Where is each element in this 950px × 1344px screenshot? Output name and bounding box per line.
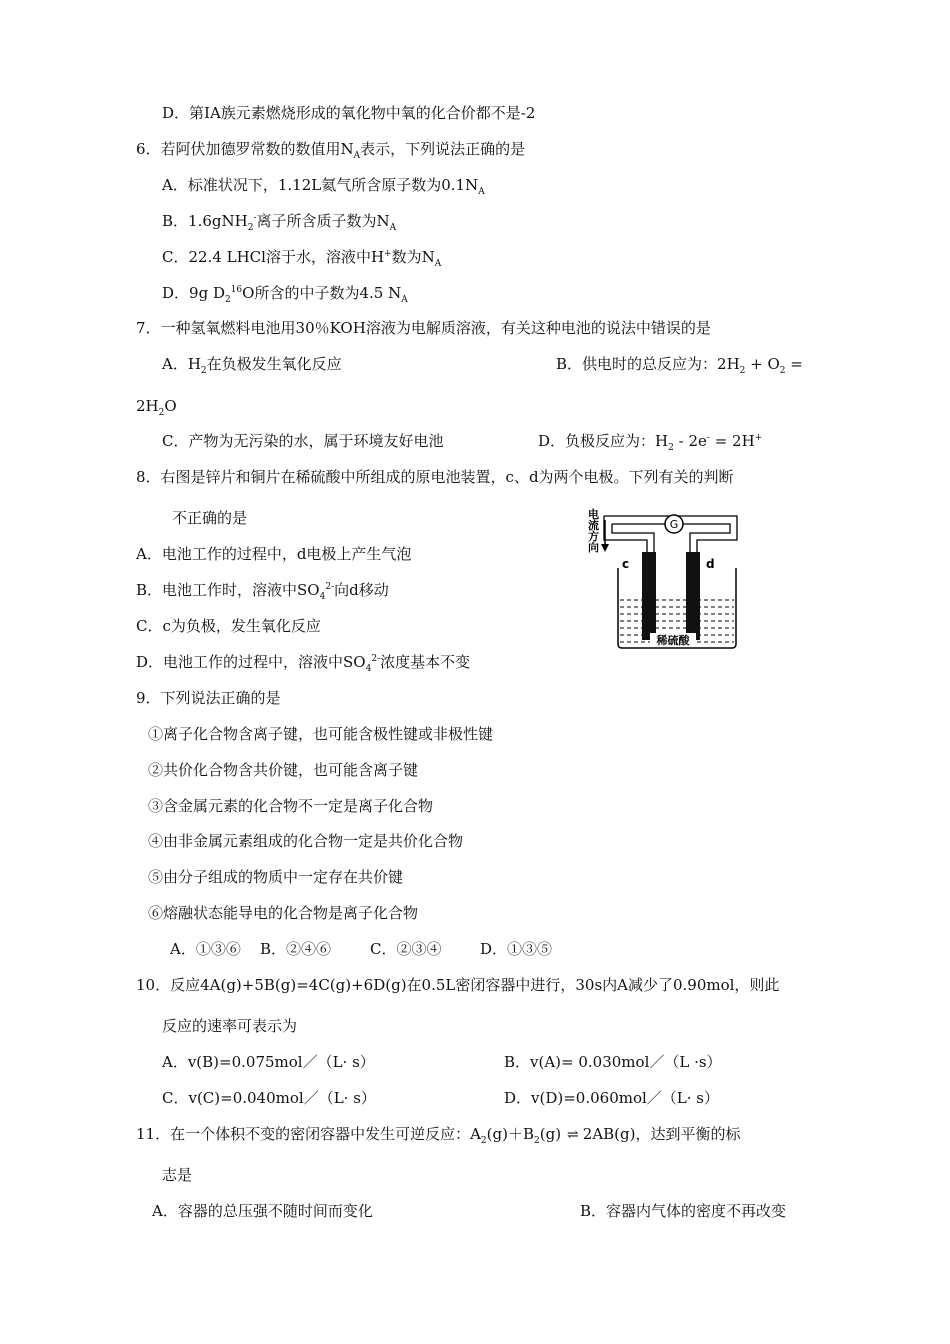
q8-option-c: C．c为负极，发生氧化反应 [136,617,321,635]
q9-statement-2: ②共价化合物含共价键，也可能含离子键 [148,761,419,779]
electrode-d [686,552,700,640]
current-label-char-1: 电 [588,508,599,521]
q9-statement-4: ④由非金属元素组成的化合物一定是共价化合物 [148,832,464,850]
q9-option-b: B．②④⑥ [260,940,332,958]
q6-option-a: A．标准状况下，1.12L氦气所含原子数为$0.1N_A$ [162,176,485,197]
current-label-char-4: 向 [588,541,599,554]
galvanometer-label: G [669,518,679,531]
q7-option-a: A．$H_2$在负极发生氧化反应 [162,355,342,376]
q10-option-b: B．v(A)= 0.030mol／（L ·s） [504,1053,722,1071]
q6-option-b: B．1.6gNH$_2$-离子所含质子数为$N_A$ [162,212,397,233]
wire-left-outer [604,516,647,552]
q7-option-c: C．产物为无污染的水，属于环境友好电池 [162,432,444,450]
q10-option-c: C．v(C)=0.040mol／（L· s） [162,1089,376,1107]
q6-stem: 6．若阿伏加德罗常数的数值用$N_A$表示，下列说法正确的是 [136,140,526,161]
q8-option-b: B．电池工作时，溶液中$SO_4^{2-}$向d移动 [136,581,389,602]
solution-label: 稀硫酸 [656,634,690,647]
q8-stem-line1: 8．右图是锌片和铜片在稀硫酸中所组成的原电池装置，c、d为两个电极。下列有关的判断 [136,468,734,486]
q7-stem: 7．一种氢氧燃料电池用30％KOH溶液为电解质溶液，有关这种电池的说法中错误的是 [136,319,711,337]
q9-statement-6: ⑥熔融状态能导电的化合物是离子化合物 [148,904,419,922]
wire-left-inner [612,524,654,552]
current-direction-arrowhead [601,544,609,552]
electrode-c [642,552,656,640]
q10-stem-line1: 10．反应4A(g)+5B(g)=4C(g)+6D(g)在0.5L密闭容器中进行，30s内A减少了0.90mol，则此 [136,976,780,994]
q5-option-d: D．第ⅠA族元素燃烧形成的氧化物中氧的化合价都不是-2 [162,104,536,122]
current-label-char-3: 方 [588,530,599,543]
q8-option-d: D．电池工作的过程中，溶液中$SO_4^{2-}$浓度基本不变 [136,653,471,674]
q7-option-b: B．供电时的总反应为：$2H_2 + O_2$ = [556,355,803,376]
q10-option-d: D．v(D)=0.060mol／（L· s） [504,1089,719,1107]
q11-stem-line1: 11．在一个体积不变的密闭容器中发生可逆反应：$A_2(g)+B_2(g)$ ⇌ 2AB(g)，达到平衡的标 [136,1125,741,1146]
q9-statement-3: ③含金属元素的化合物不一定是离子化合物 [148,797,434,815]
q11-stem-line2: 志是 [162,1166,193,1184]
current-label-char-2: 流 [588,519,599,532]
q9-statement-5: ⑤由分子组成的物质中一定存在共价键 [148,868,404,886]
q11-option-a: A．容器的总压强不随时间而变化 [152,1202,373,1220]
q6-option-d: D．9g $D_2^{16}O$所含的中子数为4.5 $N_A$ [162,284,408,305]
galvanic-cell-diagram [582,506,742,651]
q10-option-a: A．v(B)=0.075mol／（L· s） [162,1053,375,1071]
q7-option-b-continued: $2H_2O$ [136,397,177,418]
q9-statement-1: ①离子化合物含离子键，也可能含极性键或非极性键 [148,725,494,743]
q9-option-c: C．②③④ [370,940,442,958]
q11-option-b: B．容器内气体的密度不再改变 [580,1202,787,1220]
q10-stem-line2: 反应的速率可表示为 [162,1017,298,1035]
equilibrium-arrow-icon: ⇌ [567,1127,577,1143]
electrode-c-label: c [622,557,630,571]
q9-option-d: D．①③⑤ [480,940,553,958]
q9-option-a: A．①③⑥ [170,940,241,958]
q6-option-c: C．22.4 LHCl溶于水，溶液中H+数为$N_A$ [162,248,442,269]
q8-stem-line2: 不正确的是 [172,509,248,527]
q9-stem: 9．下列说法正确的是 [136,689,281,707]
q8-option-a: A．电池工作的过程中，d电极上产生气泡 [136,545,412,563]
electrode-d-label: d [706,557,715,571]
q7-option-d: D．负极反应为：$H_2 - 2e^- = 2H^+$ [538,432,763,453]
